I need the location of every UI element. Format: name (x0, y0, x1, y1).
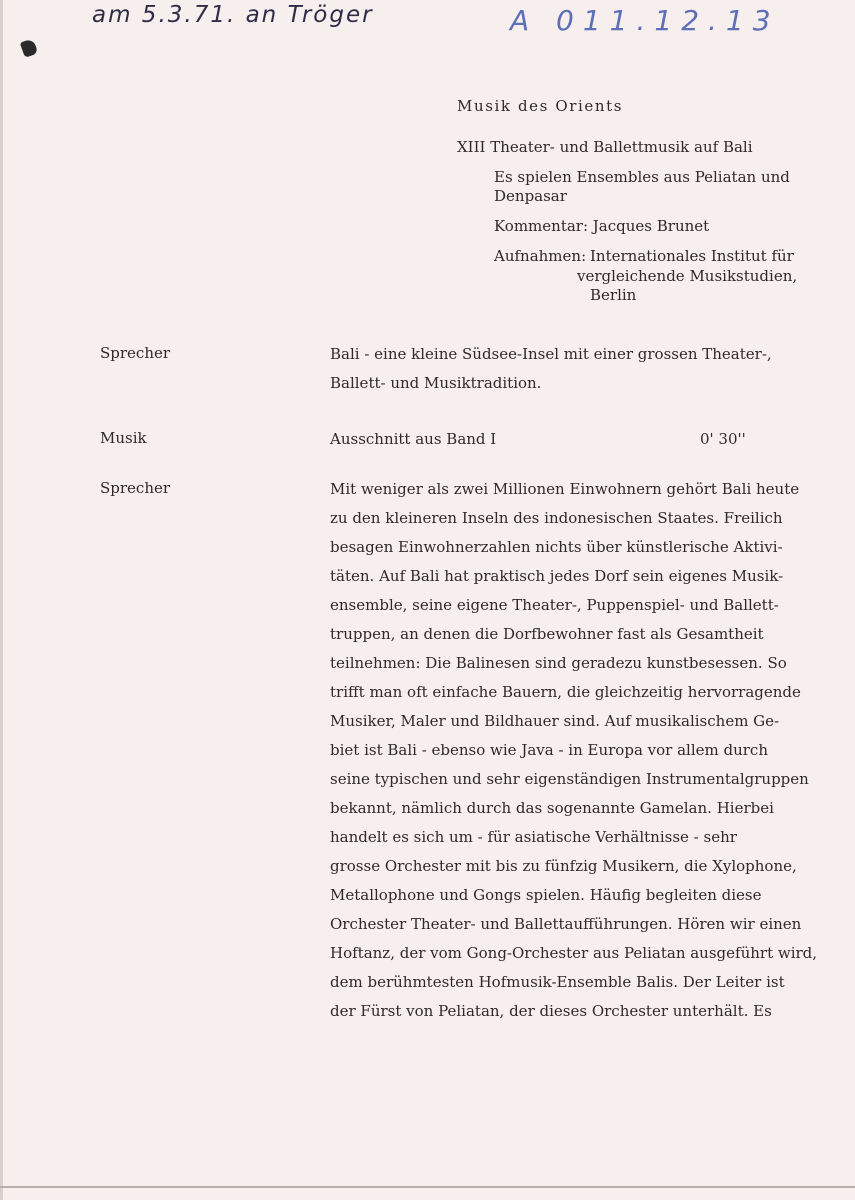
script-line: grosse Orchester mit bis zu fünfzig Musikern, die Xylophone, (330, 857, 797, 875)
script-line: der Fürst von Peliatan, der dieses Orchester unterhält. Es (330, 1002, 772, 1020)
page-bottom-edge (0, 1186, 855, 1188)
role-label: Sprecher (100, 344, 171, 362)
recordings-line-2: vergleichende Musikstudien, (577, 267, 798, 285)
commentary: Kommentar: Jacques Brunet (494, 217, 710, 235)
music-duration: 0' 30'' (700, 430, 746, 448)
recordings-line-1: Internationales Institut für (590, 247, 794, 265)
script-line: biet ist Bali - ebenso wie Java - in Europa vor allem durch (330, 741, 768, 759)
series-title: Musik des Orients (457, 97, 624, 115)
script-line: besagen Einwohnerzahlen nichts über künstlerische Aktivi- (330, 538, 783, 556)
script-line: ensemble, seine eigene Theater-, Puppenspiel- und Ballett- (330, 596, 779, 614)
script-line: dem berühmtesten Hofmusik-Ensemble Balis. Der Leiter ist (330, 973, 785, 991)
script-line: Metallophone und Gongs spielen. Häufig begleiten diese (330, 886, 762, 904)
ink-smudge (20, 38, 39, 58)
script-line: Ausschnitt aus Band I (330, 430, 497, 448)
script-line: Bali - eine kleine Südsee-Insel mit einer grossen Theater-, (330, 345, 772, 363)
script-line: zu den kleineren Inseln des indonesischen Staates. Freilich (330, 509, 783, 527)
script-line: Orchester Theater- und Ballettaufführungen. Hören wir einen (330, 915, 802, 933)
script-line: teilnehmen: Die Balinesen sind geradezu kunstbesessen. So (330, 654, 787, 672)
role-label: Sprecher (100, 479, 171, 497)
script-line: Ballett- und Musiktradition. (330, 374, 542, 392)
page-edge (0, 0, 3, 1200)
script-line: Musiker, Maler und Bildhauer sind. Auf musikalischem Ge- (330, 712, 780, 730)
script-line: täten. Auf Bali hat praktisch jedes Dorf sein eigenes Musik- (330, 567, 784, 585)
script-line: seine typischen und sehr eigenständigen Instrumentalgruppen (330, 770, 809, 788)
script-line: trifft man oft einfache Bauern, die gleichzeitig hervorragende (330, 683, 801, 701)
handwritten-note: am 5.3.71. an Tröger (92, 2, 374, 28)
program-title: XIII Theater- und Ballettmusik auf Bali (457, 138, 753, 156)
handwritten-archive-id: A 011.12.13 (510, 4, 780, 37)
role-label: Musik (100, 429, 147, 447)
ensembles-line-2: Denpasar (494, 187, 567, 205)
ensembles-line-1: Es spielen Ensembles aus Peliatan und (494, 168, 790, 186)
script-line: truppen, an denen die Dorfbewohner fast als Gesamtheit (330, 625, 764, 643)
script-line: bekannt, nämlich durch das sogenannte Gamelan. Hierbei (330, 799, 774, 817)
script-line: Mit weniger als zwei Millionen Einwohnern gehört Bali heute (330, 480, 800, 498)
recordings-line-3: Berlin (590, 286, 637, 304)
script-line: Hoftanz, der vom Gong-Orchester aus Peliatan ausgeführt wird, (330, 944, 818, 962)
script-line: handelt es sich um - für asiatische Verhältnisse - sehr (330, 828, 737, 846)
recordings-label: Aufnahmen: (494, 247, 587, 265)
